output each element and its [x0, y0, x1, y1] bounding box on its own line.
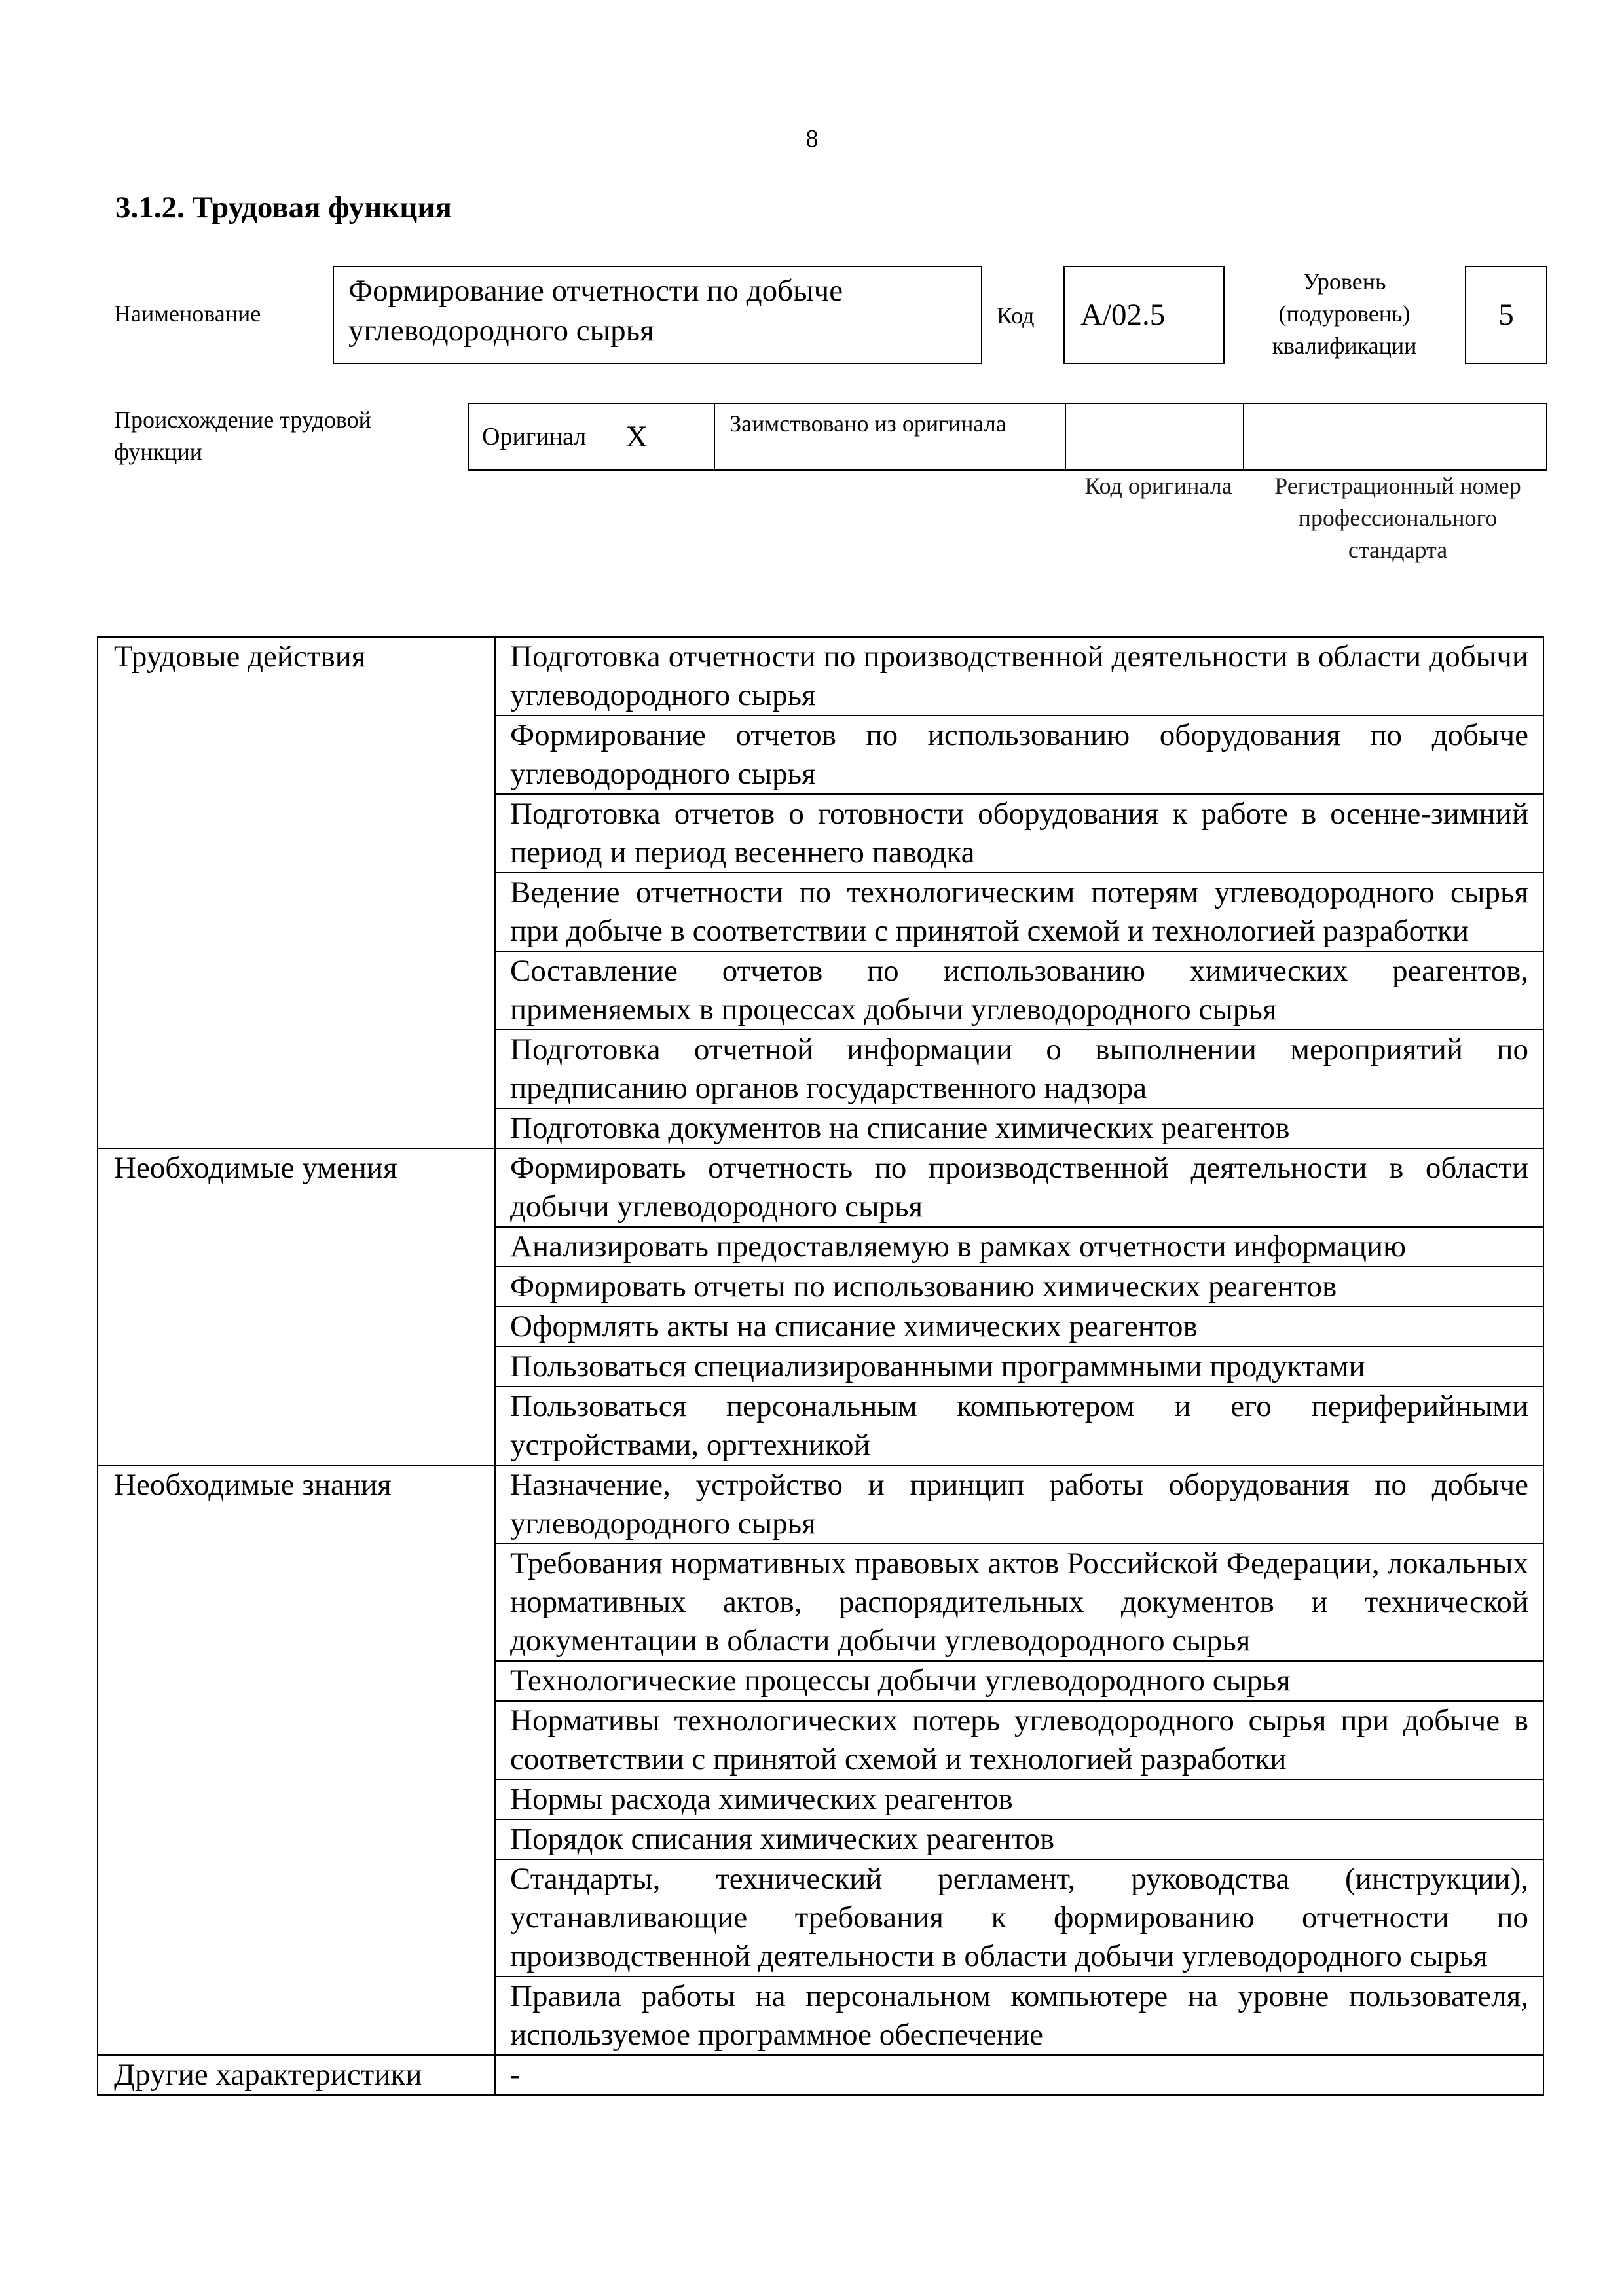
- section-item-cell: Ведение отчетности по технологическим потерям углеводородного сырья при добыче в соответствии с принятой схемой и технологией разработки: [495, 873, 1543, 951]
- function-code-box: А/02.5: [1063, 266, 1225, 364]
- section-item-cell: Порядок списания химических реагентов: [495, 1819, 1543, 1859]
- code-label: Код: [997, 302, 1035, 329]
- section-item-cell: Нормативы технологических потерь углеводородного сырья при добыче в соответствии с принятой схемой и технологией разработки: [495, 1701, 1543, 1779]
- section-title-cell: Необходимые знания: [98, 1465, 495, 2055]
- section-item-cell: Подготовка отчетов о готовности оборудования к работе в осенне-зимний период и период весеннего паводка: [495, 794, 1543, 873]
- page-number: 8: [805, 125, 819, 153]
- table-row: [98, 1148, 1543, 1227]
- origin-table: [468, 403, 1547, 471]
- section-item-cell: Назначение, устройство и принцип работы оборудования по добыче углеводородного сырья: [495, 1465, 1543, 1544]
- section-item-cell: Нормы расхода химических реагентов: [495, 1779, 1543, 1819]
- name-label: Наименование: [114, 301, 261, 327]
- section-title: 3.1.2. Трудовая функция: [115, 191, 452, 225]
- section-item-cell: Требования нормативных правовых актов Российской Федерации, локальных нормативных актов, распорядительных документов и технической документации в области добычи углеводородного сырья: [495, 1544, 1543, 1661]
- reg-number-cell: [1244, 404, 1546, 469]
- section-item-cell: Формирование отчетов по использованию оборудования по добыче углеводородного сырья: [495, 716, 1543, 794]
- section-item-cell: Правила работы на персональном компьютере на уровне пользователя, используемое программное обеспечение: [495, 1977, 1543, 2055]
- qualification-level-box: 5: [1465, 266, 1547, 364]
- section-item-cell: Пользоваться персональным компьютером и его периферийными устройствами, оргтехникой: [495, 1387, 1543, 1465]
- qualification-level-label: Уровень (подуровень) квалификации: [1272, 268, 1417, 359]
- original-label: Оригинал: [482, 423, 587, 450]
- section-title-cell: Другие характеристики: [98, 2055, 495, 2095]
- original-code-caption: Код оригинала: [1084, 473, 1232, 499]
- borrowed-label: Заимствовано из оригинала: [715, 404, 1066, 469]
- section-item-cell: Стандарты, технический регламент, руководства (инструкции), устанавливающие требования к формированию отчетности по производственной деятельности в области добычи углеводородного сырья: [495, 1859, 1543, 1977]
- section-item-cell: Формировать отчеты по использованию химических реагентов: [495, 1267, 1543, 1307]
- table-row: [98, 637, 1543, 716]
- origin-original-cell: [469, 404, 715, 469]
- original-code-cell: [1066, 404, 1244, 469]
- section-item-cell: Технологические процессы добычи углеводородного сырья: [495, 1661, 1543, 1701]
- section-item-cell: Подготовка документов на списание химических реагентов: [495, 1108, 1543, 1148]
- section-title-cell: Необходимые умения: [98, 1148, 495, 1465]
- original-mark: X: [625, 420, 648, 454]
- section-item-cell: Анализировать предоставляемую в рамках отчетности информацию: [495, 1227, 1543, 1267]
- section-item-cell: Оформлять акты на списание химических реагентов: [495, 1307, 1543, 1347]
- section-item-cell: Пользоваться специализированными программными продуктами: [495, 1347, 1543, 1387]
- section-item-cell: Подготовка отчетности по производственной деятельности в области добычи углеводородного сырья: [495, 637, 1543, 716]
- section-title-cell: Трудовые действия: [98, 637, 495, 1148]
- table-row: [98, 1465, 1543, 1544]
- function-details-body: [98, 637, 1543, 2095]
- section-item-cell: Формировать отчетность по производственной деятельности в области добычи углеводородного сырья: [495, 1148, 1543, 1227]
- section-item-cell: Составление отчетов по использованию химических реагентов, применяемых в процессах добычи углеводородного сырья: [495, 951, 1543, 1030]
- section-item-cell: Подготовка отчетной информации о выполнении мероприятий по предписанию органов государственного надзора: [495, 1030, 1543, 1108]
- function-details-table: [97, 636, 1544, 2096]
- table-row: [98, 2055, 1543, 2095]
- reg-number-caption: Регистрационный номер профессионального стандарта: [1274, 473, 1521, 563]
- origin-label: Происхождение трудовой функции: [114, 407, 371, 465]
- section-item-cell: -: [495, 2055, 1543, 2095]
- function-name-box: Формирование отчетности по добыче углеводородного сырья: [333, 266, 982, 364]
